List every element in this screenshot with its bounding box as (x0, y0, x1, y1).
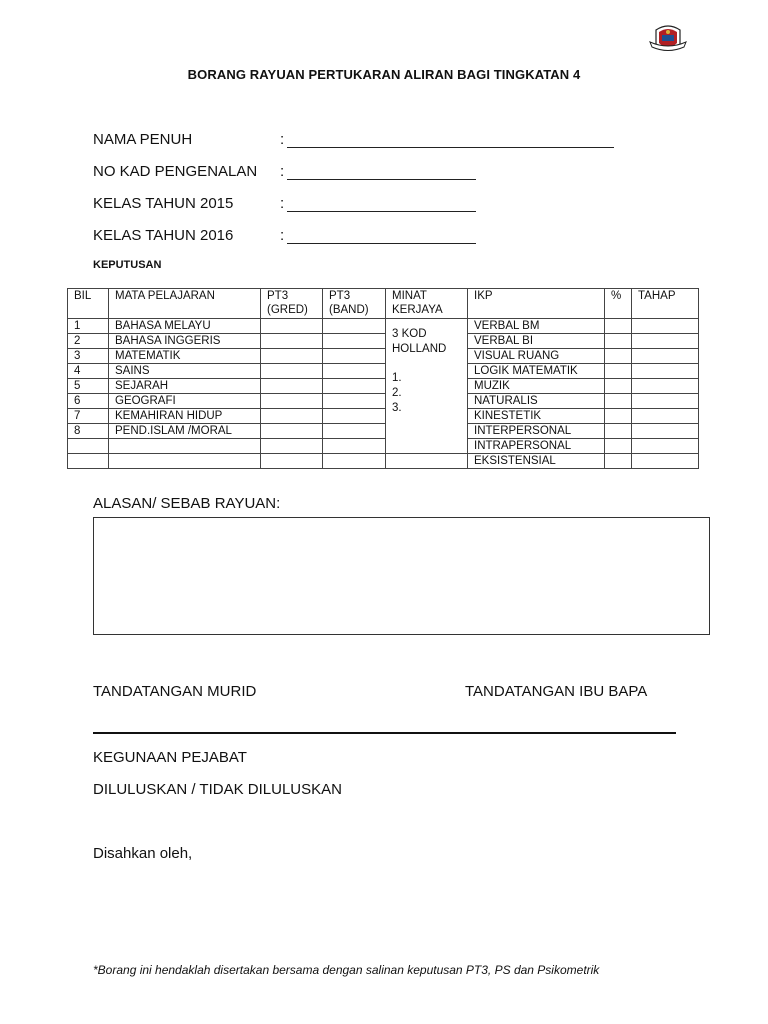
cell-pt3-gred[interactable] (261, 349, 323, 364)
row-subject (109, 439, 261, 454)
school-crest-logo (648, 22, 688, 58)
table-row (68, 454, 699, 469)
cell-percent[interactable] (605, 334, 632, 349)
signature-divider-line (93, 732, 676, 734)
row-subject: SEJARAH (109, 379, 261, 394)
field-colon: : (280, 163, 285, 180)
field-label-kelas-2016: KELAS TAHUN 2016 (93, 227, 234, 244)
header-ikp: IKP (468, 289, 605, 319)
row-bil: 3 (68, 349, 109, 364)
row-subject: GEOGRAFI (109, 394, 261, 409)
no-kad-input-line[interactable] (287, 179, 476, 180)
cell-percent[interactable] (605, 409, 632, 424)
cell-percent[interactable] (605, 379, 632, 394)
row-ikp: VERBAL BM (468, 319, 605, 334)
footnote: *Borang ini hendaklah disertakan bersama dengan salinan keputusan PT3, PS dan Psikometrik (93, 963, 600, 977)
header-pt3-band: PT3 (BAND) (323, 289, 386, 319)
cell-pt3-band[interactable] (323, 454, 386, 469)
row-subject: BAHASA INGGERIS (109, 334, 261, 349)
minat-kerjaya-cell (386, 319, 468, 454)
cell-percent[interactable] (605, 319, 632, 334)
cell-tahap[interactable] (632, 319, 699, 334)
student-signature-label: TANDATANGAN MURID (93, 683, 257, 700)
cell-tahap[interactable] (632, 454, 699, 469)
cell-pt3-gred[interactable] (261, 439, 323, 454)
row-ikp: INTERPERSONAL (468, 424, 605, 439)
kelas-2016-input-line[interactable] (287, 243, 476, 244)
row-ikp: NATURALIS (468, 394, 605, 409)
row-subject: SAINS (109, 364, 261, 379)
table-header-row (68, 289, 699, 319)
holland-code-label: 3 KOD HOLLAND (392, 328, 447, 355)
table-row (68, 409, 699, 424)
approval-status-label: DILULUSKAN / TIDAK DILULUSKAN (93, 781, 342, 798)
cell-pt3-band[interactable] (323, 349, 386, 364)
row-bil (68, 439, 109, 454)
cell-pt3-band[interactable] (323, 364, 386, 379)
cell-tahap[interactable] (632, 334, 699, 349)
row-subject: PEND.ISLAM /MORAL (109, 424, 261, 439)
field-label-no-kad: NO KAD PENGENALAN (93, 163, 258, 180)
section-heading-keputusan: KEPUTUSAN (93, 259, 162, 271)
cell-tahap[interactable] (632, 364, 699, 379)
row-ikp: LOGIK MATEMATIK (468, 364, 605, 379)
cell-pt3-gred[interactable] (261, 394, 323, 409)
nama-penuh-input-line[interactable] (287, 147, 614, 148)
table-row (68, 439, 699, 454)
cell-pt3-gred[interactable] (261, 334, 323, 349)
header-tahap: TAHAP (632, 289, 699, 319)
cell-pt3-gred[interactable] (261, 319, 323, 334)
row-ikp: KINESTETIK (468, 409, 605, 424)
cell-tahap[interactable] (632, 349, 699, 364)
cell-tahap[interactable] (632, 379, 699, 394)
cell-pt3-gred[interactable] (261, 454, 323, 469)
holland-item-1: 1. (392, 372, 402, 384)
row-bil: 2 (68, 334, 109, 349)
kelas-2015-input-line[interactable] (287, 211, 476, 212)
cell-pt3-band[interactable] (323, 319, 386, 334)
header-bil: BIL (68, 289, 109, 319)
table-row (68, 349, 699, 364)
row-ikp: MUZIK (468, 379, 605, 394)
cell-tahap[interactable] (632, 424, 699, 439)
cell-percent[interactable] (605, 454, 632, 469)
header-minat-kerjaya: MINAT KERJAYA (386, 289, 468, 319)
table-row (68, 334, 699, 349)
row-bil: 5 (68, 379, 109, 394)
cell-pt3-band[interactable] (323, 379, 386, 394)
cell-pt3-gred[interactable] (261, 409, 323, 424)
holland-item-2: 2. (392, 387, 402, 399)
cell-percent[interactable] (605, 394, 632, 409)
field-colon: : (280, 131, 285, 148)
cell-percent[interactable] (605, 439, 632, 454)
results-table (67, 288, 699, 469)
row-bil (68, 454, 109, 469)
cell-percent[interactable] (605, 349, 632, 364)
row-subject: MATEMATIK (109, 349, 261, 364)
table-row (68, 319, 699, 334)
cell-percent[interactable] (605, 424, 632, 439)
row-ikp: EKSISTENSIAL (468, 454, 605, 469)
header-mata-pelajaran: MATA PELAJARAN (109, 289, 261, 319)
cell-pt3-gred[interactable] (261, 364, 323, 379)
table-row (68, 379, 699, 394)
reason-textbox[interactable] (93, 517, 710, 635)
cell-tahap[interactable] (632, 394, 699, 409)
field-label-kelas-2015: KELAS TAHUN 2015 (93, 195, 234, 212)
row-ikp: INTRAPERSONAL (468, 439, 605, 454)
header-pt3-gred: PT3 (GRED) (261, 289, 323, 319)
reason-label: ALASAN/ SEBAB RAYUAN: (93, 495, 281, 512)
form-title: BORANG RAYUAN PERTUKARAN ALIRAN BAGI TINGKATAN 4 (187, 67, 581, 82)
holland-item-3: 3. (392, 402, 402, 414)
row-bil: 6 (68, 394, 109, 409)
header-percent: % (605, 289, 632, 319)
field-label-nama-penuh: NAMA PENUH (93, 131, 193, 148)
field-colon: : (280, 195, 285, 212)
parent-signature-label: TANDATANGAN IBU BAPA (465, 683, 648, 700)
row-bil: 4 (68, 364, 109, 379)
cell-tahap[interactable] (632, 439, 699, 454)
cell-pt3-gred[interactable] (261, 379, 323, 394)
row-subject: BAHASA MELAYU (109, 319, 261, 334)
cell-pt3-band[interactable] (323, 424, 386, 439)
table-row (68, 394, 699, 409)
row-subject (109, 454, 261, 469)
cell-pt3-band[interactable] (323, 409, 386, 424)
row-bil: 8 (68, 424, 109, 439)
cell-pt3-band[interactable] (323, 439, 386, 454)
verified-by-label: Disahkan oleh, (93, 845, 193, 862)
cell-percent[interactable] (605, 364, 632, 379)
row-bil: 7 (68, 409, 109, 424)
cell-minat-empty[interactable] (386, 454, 468, 469)
table-row (68, 424, 699, 439)
office-use-label: KEGUNAAN PEJABAT (93, 749, 247, 766)
row-bil: 1 (68, 319, 109, 334)
table-row (68, 364, 699, 379)
row-ikp: VERBAL BI (468, 334, 605, 349)
row-subject: KEMAHIRAN HIDUP (109, 409, 261, 424)
cell-pt3-gred[interactable] (261, 424, 323, 439)
cell-tahap[interactable] (632, 409, 699, 424)
row-ikp: VISUAL RUANG (468, 349, 605, 364)
cell-pt3-band[interactable] (323, 394, 386, 409)
cell-pt3-band[interactable] (323, 334, 386, 349)
field-colon: : (280, 227, 285, 244)
